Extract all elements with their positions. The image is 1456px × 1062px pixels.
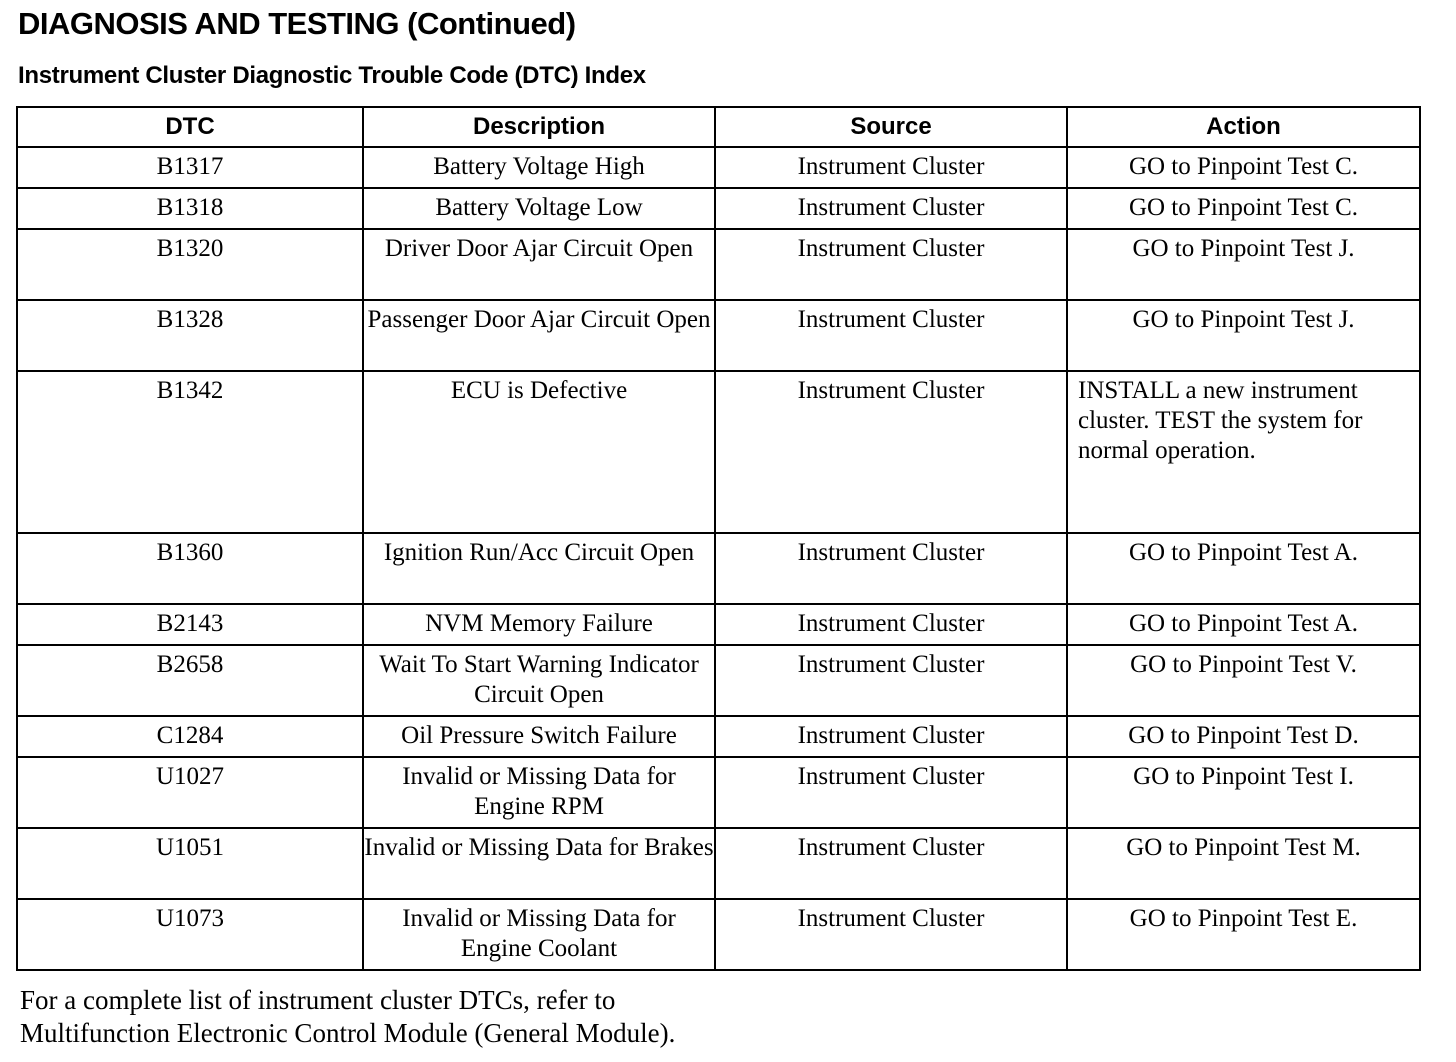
column-header-source: Source (715, 107, 1067, 147)
source-cell: Instrument Cluster (715, 828, 1067, 899)
source-cell: Instrument Cluster (715, 757, 1067, 828)
action-cell: GO to Pinpoint Test A. (1067, 604, 1420, 645)
action-cell: GO to Pinpoint Test D. (1067, 716, 1420, 757)
table-row (17, 645, 1420, 716)
description-cell: NVM Memory Failure (363, 604, 715, 645)
dtc-code-cell: B1320 (17, 229, 363, 300)
footnote (20, 984, 675, 1050)
action-cell: GO to Pinpoint Test J. (1067, 229, 1420, 300)
column-header-description: Description (363, 107, 715, 147)
source-cell: Instrument Cluster (715, 716, 1067, 757)
source-cell: Instrument Cluster (715, 645, 1067, 716)
dtc-code-cell: B1342 (17, 371, 363, 533)
action-cell: GO to Pinpoint Test I. (1067, 757, 1420, 828)
action-cell: GO to Pinpoint Test E. (1067, 899, 1420, 970)
table-row (17, 899, 1420, 970)
table-header-row (17, 107, 1420, 147)
table-row (17, 757, 1420, 828)
dtc-code-cell: B1328 (17, 300, 363, 371)
description-cell: Wait To Start Warning Indicator Circuit Open (363, 645, 715, 716)
description-cell: Oil Pressure Switch Failure (363, 716, 715, 757)
dtc-code-cell: B1318 (17, 188, 363, 229)
description-cell: Battery Voltage High (363, 147, 715, 188)
description-cell: Invalid or Missing Data for Engine RPM (363, 757, 715, 828)
source-cell: Instrument Cluster (715, 899, 1067, 970)
source-cell: Instrument Cluster (715, 533, 1067, 604)
action-cell: GO to Pinpoint Test C. (1067, 188, 1420, 229)
dtc-index-table (16, 106, 1421, 971)
source-cell: Instrument Cluster (715, 300, 1067, 371)
column-header-action: Action (1067, 107, 1420, 147)
description-cell: Invalid or Missing Data for Brakes (363, 828, 715, 899)
source-cell: Instrument Cluster (715, 371, 1067, 533)
dtc-code-cell: B2658 (17, 645, 363, 716)
dtc-code-cell: B1360 (17, 533, 363, 604)
source-cell: Instrument Cluster (715, 188, 1067, 229)
footnote-line: For a complete list of instrument cluster DTCs, refer to (20, 985, 616, 1015)
dtc-code-cell: U1073 (17, 899, 363, 970)
description-cell: Passenger Door Ajar Circuit Open (363, 300, 715, 371)
dtc-code-cell: B1317 (17, 147, 363, 188)
description-cell: Driver Door Ajar Circuit Open (363, 229, 715, 300)
dtc-code-cell: U1027 (17, 757, 363, 828)
dtc-code-cell: B2143 (17, 604, 363, 645)
table-row (17, 188, 1420, 229)
description-cell: ECU is Defective (363, 371, 715, 533)
page-title: DIAGNOSIS AND TESTING (Continued) (18, 6, 576, 41)
column-header-dtc: DTC (17, 107, 363, 147)
source-cell: Instrument Cluster (715, 147, 1067, 188)
table-title: Instrument Cluster Diagnostic Trouble Code (DTC) Index (18, 62, 646, 89)
action-cell: INSTALL a new instrument cluster. TEST the system for normal operation. (1067, 371, 1420, 533)
source-cell: Instrument Cluster (715, 604, 1067, 645)
action-cell: GO to Pinpoint Test V. (1067, 645, 1420, 716)
footnote-line: Multifunction Electronic Control Module (General Module). (20, 1018, 676, 1048)
table-row (17, 300, 1420, 371)
action-cell: GO to Pinpoint Test C. (1067, 147, 1420, 188)
dtc-code-cell: C1284 (17, 716, 363, 757)
action-cell: GO to Pinpoint Test M. (1067, 828, 1420, 899)
description-cell: Battery Voltage Low (363, 188, 715, 229)
table-row (17, 828, 1420, 899)
table-row (17, 229, 1420, 300)
dtc-code-cell: U1051 (17, 828, 363, 899)
source-cell: Instrument Cluster (715, 229, 1067, 300)
table-row (17, 716, 1420, 757)
table-row (17, 604, 1420, 645)
description-cell: Invalid or Missing Data for Engine Coolant (363, 899, 715, 970)
table-row (17, 533, 1420, 604)
table-row (17, 371, 1420, 533)
description-cell: Ignition Run/Acc Circuit Open (363, 533, 715, 604)
action-cell: GO to Pinpoint Test J. (1067, 300, 1420, 371)
table-row (17, 147, 1420, 188)
action-cell: GO to Pinpoint Test A. (1067, 533, 1420, 604)
